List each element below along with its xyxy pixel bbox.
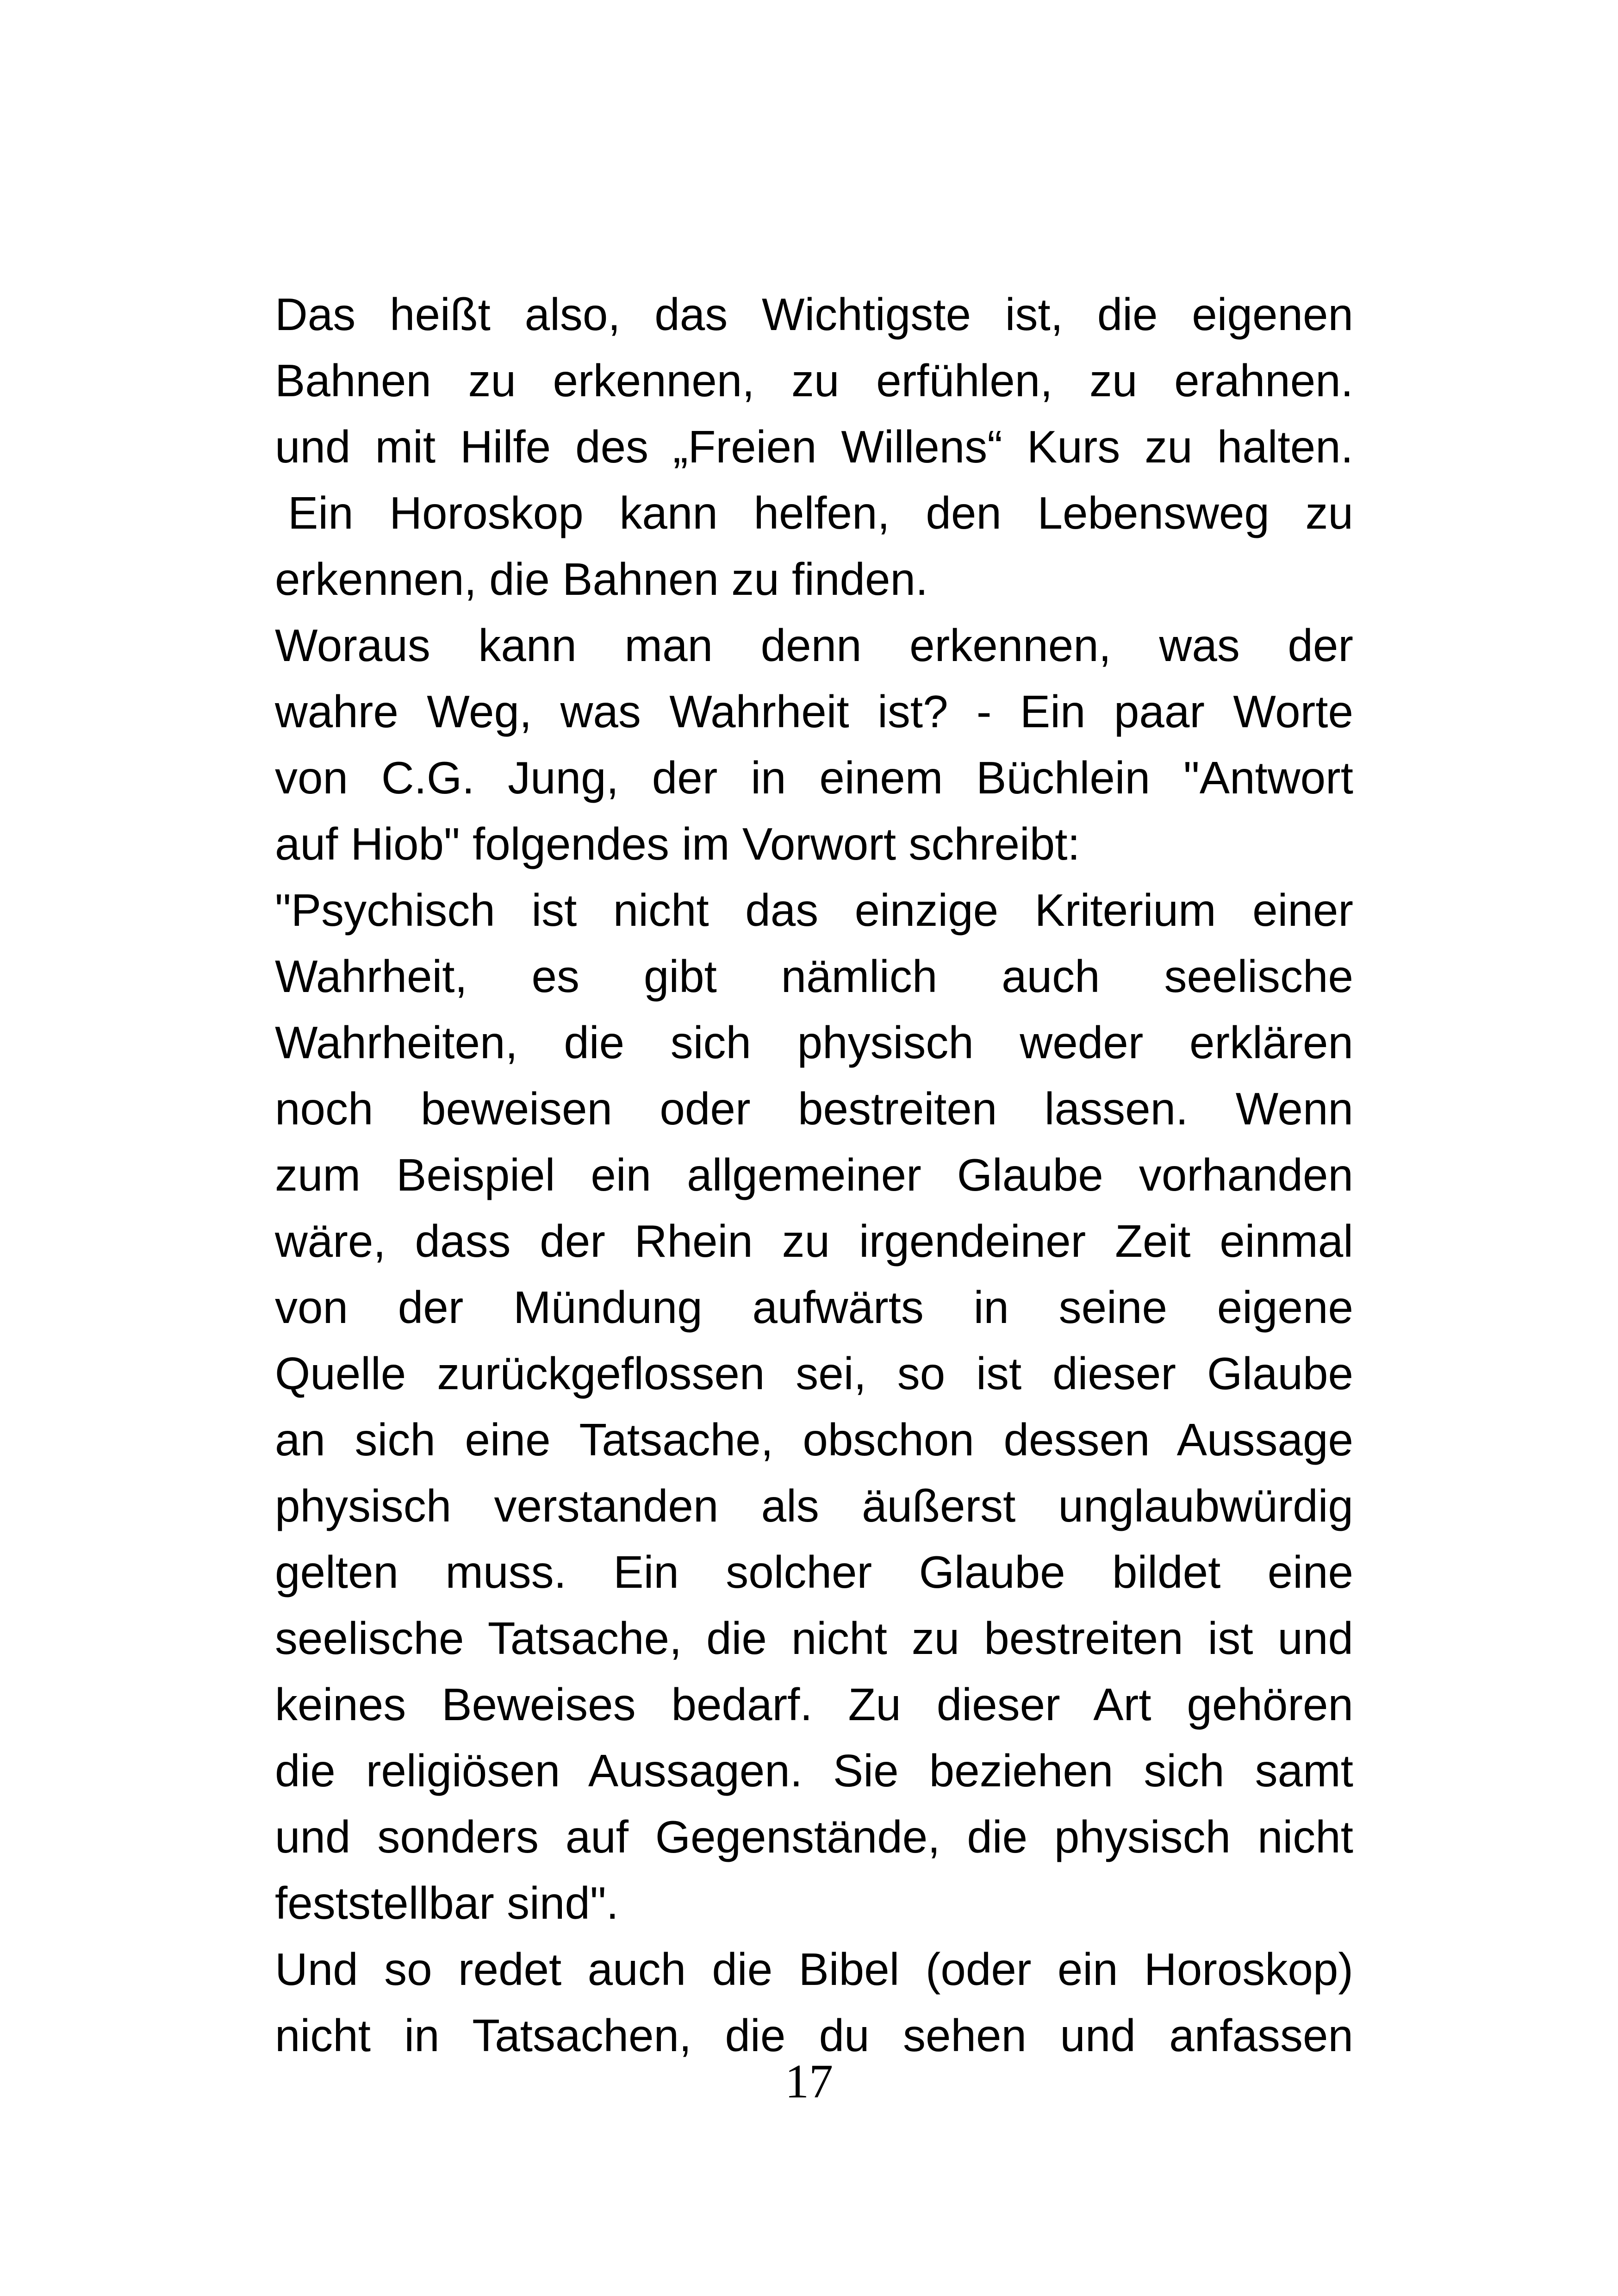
text-line-25: feststellbar sind".: [275, 1878, 619, 1928]
text-line-21: seelische Tatsache, die nicht zu bestreiten ist und: [275, 1613, 1353, 1664]
text-line-6: Woraus kann man denn erkennen, was der: [275, 620, 1353, 671]
body-text: [275, 281, 1353, 2069]
text-line-3: und mit Hilfe des „Freien Willens“ Kurs zu halten.: [275, 421, 1353, 472]
text-line-14: zum Beispiel ein allgemeiner Glaube vorhanden: [275, 1149, 1353, 1200]
text-line-15: wäre, dass der Rhein zu irgendeiner Zeit einmal: [275, 1216, 1353, 1267]
text-line-26: Und so redet auch die Bibel (oder ein Horoskop): [275, 1944, 1353, 1995]
text-line-10: "Psychisch ist nicht das einzige Kriterium einer: [275, 885, 1353, 936]
text-line-23: die religiösen Aussagen. Sie beziehen sich samt: [275, 1745, 1353, 1796]
text-line-22: keines Beweises bedarf. Zu dieser Art gehören: [275, 1679, 1353, 1730]
text-line-24: und sonders auf Gegenstände, die physisch nicht: [275, 1811, 1353, 1862]
text-line-1: Das heißt also, das Wichtigste ist, die eigenen: [275, 289, 1353, 340]
page-number: 17: [785, 2055, 833, 2108]
text-line-12: Wahrheiten, die sich physisch weder erklären: [275, 1017, 1353, 1068]
text-line-9: auf Hiob" folgendes im Vorwort schreibt:: [275, 818, 1080, 869]
text-line-13: noch beweisen oder bestreiten lassen. Wenn: [275, 1083, 1353, 1134]
text-line-19: physisch verstanden als äußerst unglaubwürdig: [275, 1480, 1353, 1531]
text-line-8: von C.G. Jung, der in einem Büchlein "Antwort: [275, 752, 1353, 803]
text-line-20: gelten muss. Ein solcher Glaube bildet eine: [275, 1547, 1353, 1597]
text-line-5: erkennen, die Bahnen zu finden.: [275, 554, 928, 605]
text-line-27: nicht in Tatsachen, die du sehen und anfassen: [275, 2010, 1353, 2061]
text-line-17: Quelle zurückgeflossen sei, so ist dieser Glaube: [275, 1348, 1353, 1399]
text-line-16: von der Mündung aufwärts in seine eigene: [275, 1282, 1353, 1333]
text-line-11: Wahrheit, es gibt nämlich auch seelische: [275, 951, 1353, 1002]
text-line-2: Bahnen zu erkennen, zu erfühlen, zu erahnen.: [275, 355, 1353, 406]
text-line-7: wahre Weg, was Wahrheit ist? - Ein paar Worte: [275, 686, 1353, 737]
text-line-18: an sich eine Tatsache, obschon dessen Aussage: [275, 1414, 1353, 1465]
text-line-4: Ein Horoskop kann helfen, den Lebensweg zu: [288, 487, 1353, 538]
